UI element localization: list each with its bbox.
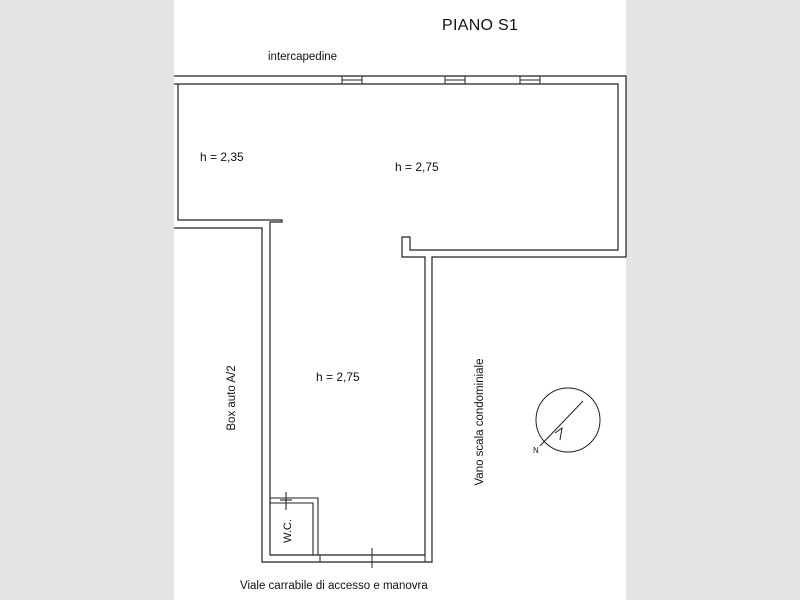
plan-title: PIANO S1	[442, 17, 519, 34]
compass-needle	[540, 401, 583, 446]
compass	[536, 388, 600, 452]
vano-scala-label: Vano scala condominiale	[474, 358, 486, 486]
wall-outer	[174, 76, 626, 562]
box-auto-label: Box auto A/2	[226, 365, 238, 431]
wc-label: W.C.	[282, 519, 294, 543]
garage-opening	[320, 548, 425, 568]
top-wall-openings	[342, 76, 540, 84]
room-height-label-1: h = 2,35	[200, 150, 244, 164]
room-height-label-3: h = 2,75	[316, 370, 360, 384]
intercapedine-label: intercapedine	[268, 51, 338, 63]
compass-circle	[536, 388, 600, 452]
compass-north-label: N	[533, 446, 539, 455]
viale-label: Viale carrabile di accesso e manovra	[240, 580, 428, 592]
exterior-walls	[174, 76, 626, 562]
room-height-label-2: h = 2,75	[395, 160, 439, 174]
wc-wall	[270, 498, 318, 555]
wc-room	[270, 492, 318, 555]
